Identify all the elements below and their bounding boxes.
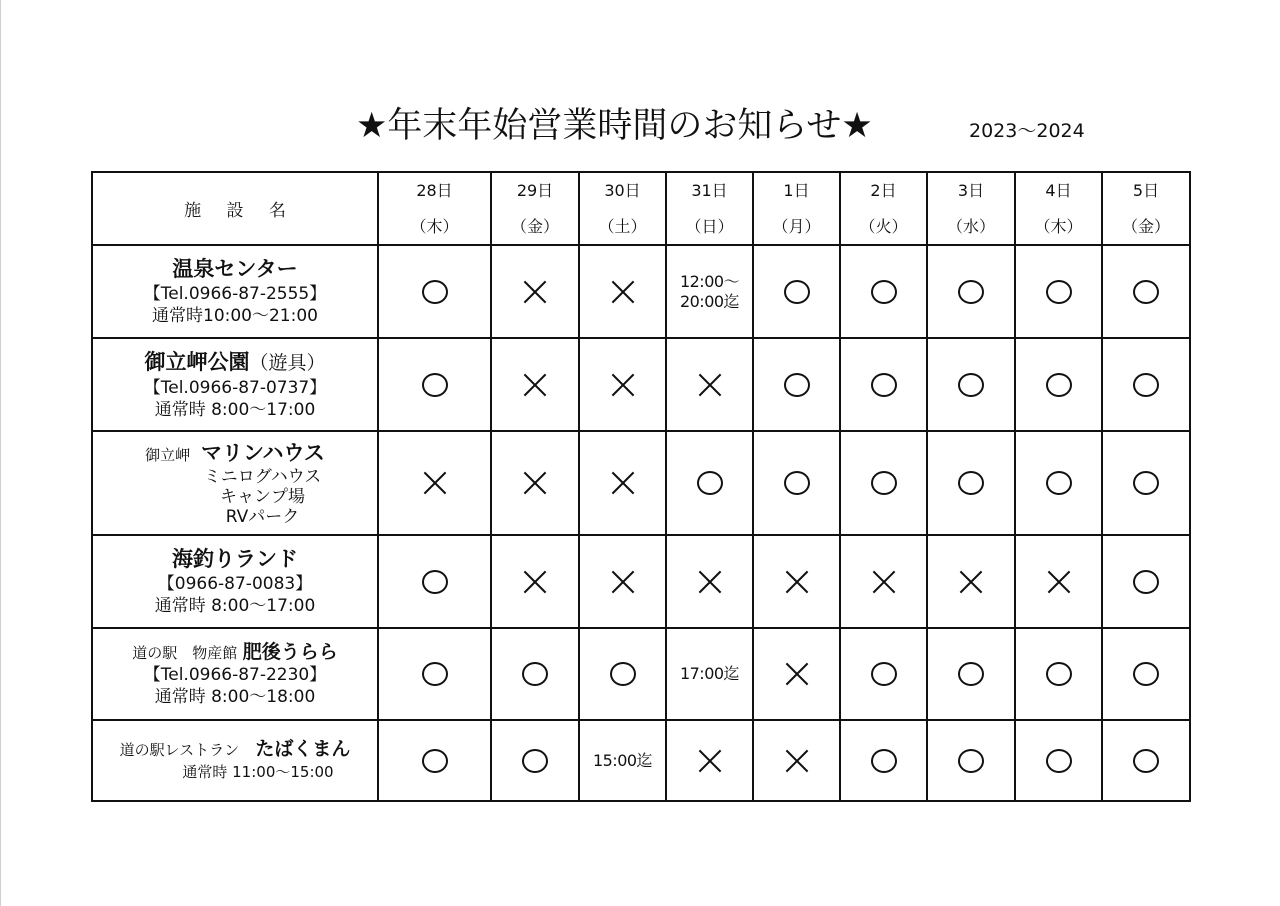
open-circle-icon	[1133, 749, 1159, 773]
closed-cross-icon	[522, 470, 548, 496]
day-header: 31日 （日）	[666, 172, 753, 245]
open-circle-icon	[784, 471, 810, 495]
status-cell	[666, 628, 753, 720]
open-circle-icon	[1046, 280, 1072, 304]
facility-cell	[92, 431, 378, 535]
open-circle-icon	[958, 471, 984, 495]
closed-cross-icon	[610, 470, 636, 496]
facility-row-michinoeki-shop	[92, 628, 1190, 720]
closed-cross-icon	[784, 661, 810, 687]
status-note: 17:00迄	[679, 664, 740, 683]
status-cell	[378, 535, 491, 628]
closed-cross-icon	[784, 569, 810, 595]
status-cell	[666, 245, 753, 338]
day-header: 3日 （水）	[927, 172, 1015, 245]
facility-sub-item: RVパーク	[225, 506, 300, 527]
open-circle-icon	[1046, 749, 1072, 773]
status-cell	[491, 245, 579, 338]
open-circle-icon	[422, 280, 448, 304]
open-circle-icon	[422, 570, 448, 594]
open-circle-icon	[697, 471, 723, 495]
facility-name: 温泉センター	[172, 257, 298, 281]
status-cell	[753, 338, 840, 431]
facility-prefix: 御立岬	[145, 445, 191, 464]
day-header: 1日 （月）	[753, 172, 840, 245]
facility-row-michinoeki-restaurant	[92, 720, 1190, 801]
open-circle-icon	[871, 280, 897, 304]
facility-tel: 【0966-87-0083】	[157, 574, 313, 594]
facility-tel: 【Tel.0966-87-2555】	[143, 284, 327, 304]
open-circle-icon	[610, 662, 636, 686]
status-cell	[927, 431, 1015, 535]
status-cell	[840, 628, 927, 720]
status-cell	[1015, 431, 1102, 535]
facility-hours: 通常時 8:00～17:00	[154, 399, 316, 420]
facility-cell	[92, 720, 378, 801]
status-cell	[1102, 720, 1190, 801]
status-cell	[1102, 628, 1190, 720]
status-cell	[840, 338, 927, 431]
status-cell	[840, 535, 927, 628]
open-circle-icon	[422, 662, 448, 686]
facility-sub-item: キャンプ場	[220, 486, 305, 507]
status-cell	[378, 338, 491, 431]
closed-cross-icon	[784, 748, 810, 774]
day-header: 30日 （土）	[579, 172, 666, 245]
status-cell	[927, 720, 1015, 801]
facility-cell	[92, 628, 378, 720]
open-circle-icon	[871, 662, 897, 686]
facility-name-suffix: （遊具）	[249, 351, 326, 374]
page-title: ★年末年始営業時間のお知らせ★	[356, 106, 873, 146]
status-cell	[666, 338, 753, 431]
status-cell	[753, 431, 840, 535]
closed-cross-icon	[871, 569, 897, 595]
schedule-table	[91, 171, 1191, 802]
status-note: 20:00迄	[679, 291, 740, 311]
status-cell	[753, 628, 840, 720]
day-header: 29日 （金）	[491, 172, 579, 245]
open-circle-icon	[522, 749, 548, 773]
facility-row-onsen	[92, 245, 1190, 338]
facility-hours: 通常時10:00～21:00	[152, 306, 318, 326]
status-cell	[927, 338, 1015, 431]
facility-cell	[92, 245, 378, 338]
status-cell	[491, 720, 579, 801]
open-circle-icon	[958, 749, 984, 773]
status-cell	[1015, 535, 1102, 628]
status-cell	[1015, 245, 1102, 338]
status-cell	[378, 720, 491, 801]
open-circle-icon	[1133, 373, 1159, 397]
open-circle-icon	[958, 373, 984, 397]
status-cell	[666, 535, 753, 628]
status-cell	[491, 535, 579, 628]
status-cell	[491, 338, 579, 431]
open-circle-icon	[1046, 662, 1072, 686]
closed-cross-icon	[522, 279, 548, 305]
status-cell	[1015, 628, 1102, 720]
open-circle-icon	[784, 280, 810, 304]
closed-cross-icon	[522, 372, 548, 398]
facility-cell	[92, 535, 378, 628]
open-circle-icon	[958, 662, 984, 686]
open-circle-icon	[422, 749, 448, 773]
status-cell	[378, 245, 491, 338]
status-cell	[1015, 338, 1102, 431]
closed-cross-icon	[697, 748, 723, 774]
closed-cross-icon	[522, 569, 548, 595]
open-circle-icon	[1133, 280, 1159, 304]
header-row	[92, 172, 1190, 245]
facility-tel: 【Tel.0966-87-2230】	[143, 664, 327, 685]
facility-row-park	[92, 338, 1190, 431]
status-note: 12:00～	[679, 271, 740, 291]
closed-cross-icon	[422, 470, 448, 496]
status-cell	[378, 628, 491, 720]
status-cell	[1102, 431, 1190, 535]
day-header: 2日 （火）	[840, 172, 927, 245]
open-circle-icon	[958, 280, 984, 304]
closed-cross-icon	[697, 569, 723, 595]
status-cell	[840, 720, 927, 801]
day-header: 28日 （木）	[378, 172, 491, 245]
open-circle-icon	[871, 471, 897, 495]
status-cell	[666, 431, 753, 535]
status-cell	[491, 431, 579, 535]
status-cell	[1102, 535, 1190, 628]
status-cell	[579, 720, 666, 801]
facility-name: 御立岬公園	[144, 349, 250, 374]
facility-row-fishing	[92, 535, 1190, 628]
facility-name: 海釣りランド	[172, 547, 298, 571]
facility-prefix: 道の駅 物産館	[132, 643, 238, 662]
open-circle-icon	[784, 373, 810, 397]
facility-header: 施 設 名	[92, 172, 378, 245]
open-circle-icon	[1133, 570, 1159, 594]
status-cell	[579, 338, 666, 431]
facility-sub-item: ミニログハウス	[203, 466, 322, 487]
open-circle-icon	[871, 373, 897, 397]
open-circle-icon	[422, 373, 448, 397]
status-cell	[378, 431, 491, 535]
closed-cross-icon	[610, 569, 636, 595]
closed-cross-icon	[697, 372, 723, 398]
closed-cross-icon	[610, 279, 636, 305]
open-circle-icon	[871, 749, 897, 773]
open-circle-icon	[1046, 373, 1072, 397]
status-cell	[753, 720, 840, 801]
year-range: 2023～2024	[969, 120, 1085, 142]
status-cell	[753, 535, 840, 628]
facility-hours: 通常時 8:00～17:00	[154, 596, 316, 616]
day-header: 5日 （金）	[1102, 172, 1190, 245]
status-cell	[927, 535, 1015, 628]
status-cell	[1102, 245, 1190, 338]
facility-cell	[92, 338, 378, 431]
facility-hours: 通常時 11:00～15:00	[182, 763, 334, 781]
closed-cross-icon	[958, 569, 984, 595]
status-cell	[1102, 338, 1190, 431]
facility-tel: 【Tel.0966-87-0737】	[143, 377, 327, 398]
facility-hours: 通常時 8:00～18:00	[154, 686, 316, 707]
open-circle-icon	[1046, 471, 1072, 495]
open-circle-icon	[1133, 662, 1159, 686]
day-header: 4日 （木）	[1015, 172, 1102, 245]
closed-cross-icon	[1046, 569, 1072, 595]
status-cell	[579, 245, 666, 338]
facility-prefix: 道の駅レストラン	[119, 741, 240, 759]
facility-name: 肥後うらら	[242, 640, 338, 663]
open-circle-icon	[1133, 471, 1159, 495]
status-cell	[927, 628, 1015, 720]
status-cell	[579, 535, 666, 628]
page-left-border	[0, 0, 1, 906]
status-note: 15:00迄	[592, 750, 653, 770]
facility-name: たばくまん	[255, 738, 351, 760]
status-cell	[927, 245, 1015, 338]
status-cell	[753, 245, 840, 338]
status-cell	[491, 628, 579, 720]
closed-cross-icon	[610, 372, 636, 398]
status-cell	[579, 431, 666, 535]
facility-name: マリンハウス	[200, 440, 325, 465]
status-cell	[666, 720, 753, 801]
status-cell	[840, 245, 927, 338]
open-circle-icon	[522, 662, 548, 686]
status-cell	[1015, 720, 1102, 801]
status-cell	[840, 431, 927, 535]
status-cell	[579, 628, 666, 720]
facility-row-marinhouse	[92, 431, 1190, 535]
